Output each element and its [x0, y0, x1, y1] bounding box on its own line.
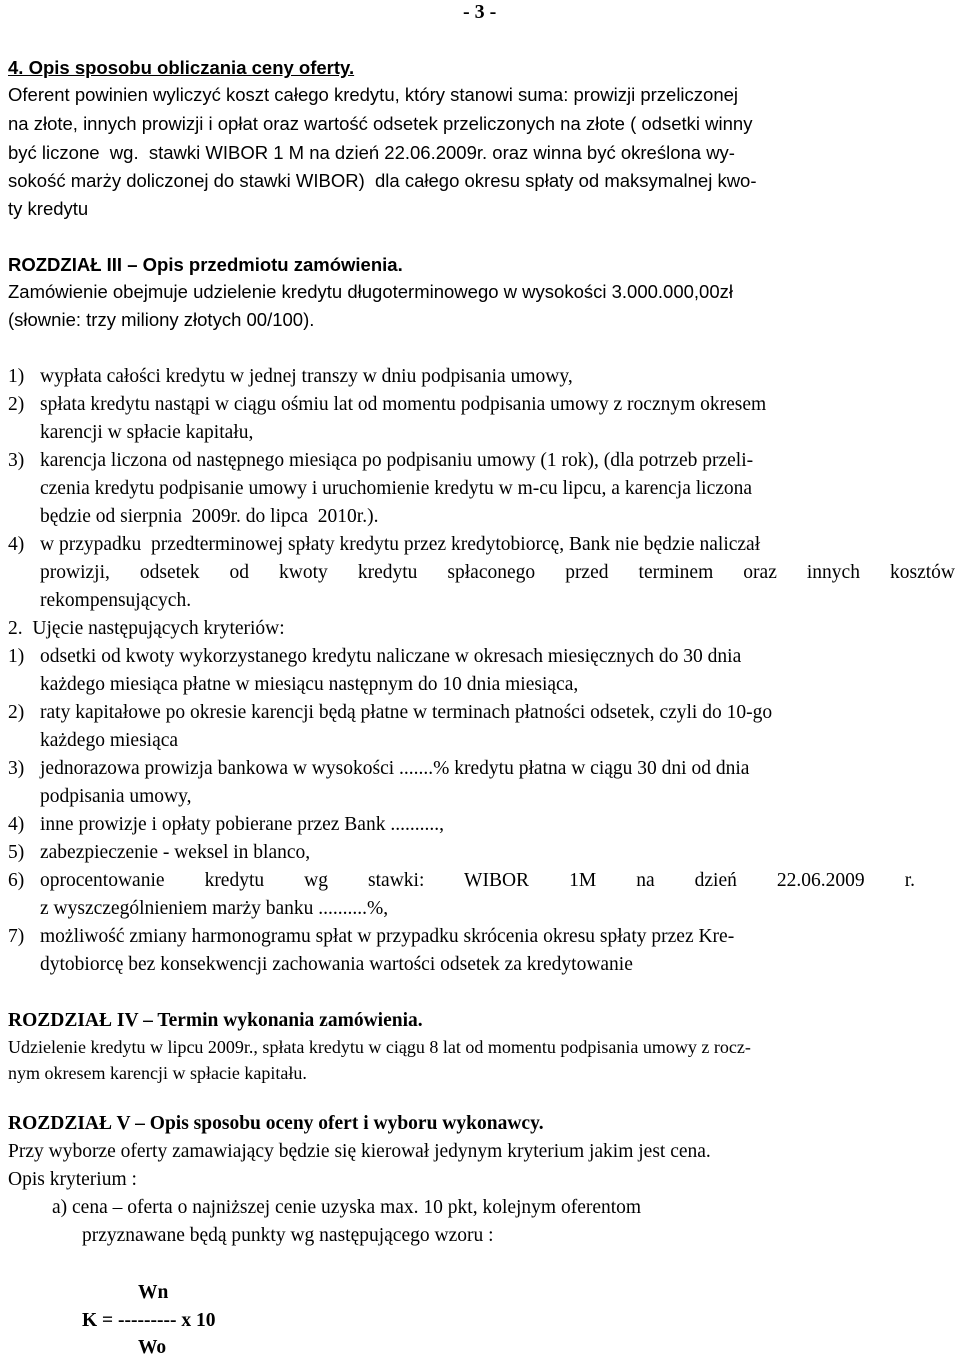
list-item-text: rekompensujących. — [40, 590, 192, 611]
formula-numerator: Wn — [138, 1282, 169, 1303]
list-item-text: raty kapitałowe po okresie karencji będą płatne w terminach płatności odsetek, czyli do 10-go — [40, 702, 773, 723]
list-item-text: karencji w spłacie kapitału, — [40, 422, 254, 443]
list-item-text: wypłata całości kredytu w jednej transzy w dniu podpisania umowy, — [40, 366, 573, 387]
list-item-text: spłata kredytu nastąpi w ciągu ośmiu lat od momentu podpisania umowy z rocznym okresem — [40, 394, 767, 415]
list-number: 4) — [8, 814, 25, 835]
list-item-text: każdego miesiąca — [40, 730, 179, 751]
list-item-text: zabezpieczenie - weksel in blanco, — [40, 842, 311, 863]
list-number: 5) — [8, 842, 25, 863]
list-number: 1) — [8, 366, 25, 387]
list-item-text: czenia kredytu podpisanie umowy i uruchomienie kredytu w m-cu lipcu, a karencja liczona — [40, 478, 753, 499]
section-4-heading: 4. Opis sposobu obliczania ceny oferty. — [8, 57, 355, 78]
list-number: 3) — [8, 450, 25, 471]
chapter-5-heading: ROZDZIAŁ V – Opis sposobu oceny ofert i wyboru wykonawcy. — [8, 1113, 544, 1134]
page-number: - 3 - — [463, 1, 497, 23]
list-item-text: podpisania umowy, — [40, 786, 192, 807]
criterion-a-line: przyznawane będą punkty wg następującego wzoru : — [82, 1225, 494, 1246]
chapter-3-line: Zamówienie obejmuje udzielenie kredytu długoterminowego w wysokości 3.000.000,00zł — [8, 281, 733, 302]
list-item-text: inne prowizje i opłaty pobierane przez Bank .........., — [40, 814, 444, 835]
list-item-text: z wyszczególnieniem marży banku ..........%, — [40, 898, 389, 919]
chapter-4-line: nym okresem karencji w spłacie kapitału. — [8, 1063, 307, 1083]
list-item-text: karencja liczona od następnego miesiąca po podpisaniu umowy (1 rok), (dla potrzeb przeli- — [40, 450, 754, 471]
chapter-3-heading: ROZDZIAŁ III – Opis przedmiotu zamówienia. — [8, 254, 403, 275]
list-item-text: jednorazowa prowizja bankowa w wysokości .......% kredytu płatna w ciągu 30 dni od dnia — [40, 758, 750, 779]
list-number: 7) — [8, 926, 25, 947]
list-item-text: prowizji, odsetek od kwoty kredytu spłaconego przed terminem oraz innych kosztów — [40, 562, 955, 583]
formula-denominator: Wo — [138, 1337, 167, 1358]
chapter-3-line: (słownie: trzy miliony złotych 00/100). — [8, 309, 315, 330]
chapter-5-line: Opis kryterium : — [8, 1169, 137, 1190]
chapter-4-heading: ROZDZIAŁ IV – Termin wykonania zamówienia. — [8, 1010, 423, 1031]
criterion-a-line: a) cena – oferta o najniższej cenie uzyska max. 10 pkt, kolejnym oferentom — [52, 1197, 642, 1218]
list-number: 2) — [8, 702, 25, 723]
criteria-heading: 2. Ujęcie następujących kryteriów: — [8, 618, 285, 639]
chapter-4-line: Udzielenie kredytu w lipcu 2009r., spłata kredytu w ciągu 8 lat od momentu podpisania umowy z rocz- — [8, 1037, 751, 1057]
section-4-line: sokość marży doliczonej do stawki WIBOR) dla całego okresu spłaty od maksymalnej kwo- — [8, 170, 757, 191]
section-4-line: na złote, innych prowizji i opłat oraz wartość odsetek przeliczonych na złote ( odsetki winny — [8, 113, 753, 134]
list-number: 2) — [8, 394, 25, 415]
list-number: 3) — [8, 758, 25, 779]
list-item-text: dytobiorcę bez konsekwencji zachowania wartości odsetek za kredytowanie — [40, 954, 633, 975]
list-item-text: każdego miesiąca płatne w miesiącu następnym do 10 dnia miesiąca, — [40, 674, 579, 695]
section-4-line: być liczone wg. stawki WIBOR 1 M na dzień 22.06.2009r. oraz winna być określona wy- — [8, 142, 735, 163]
list-item-text: możliwość zmiany harmonogramu spłat w przypadku skrócenia okresu spłaty przez Kre- — [40, 926, 735, 947]
list-item-text: będzie od sierpnia 2009r. do lipca 2010r.). — [40, 506, 379, 527]
section-4-line: ty kredytu — [8, 198, 89, 219]
formula-line: K = --------- x 10 — [82, 1310, 216, 1331]
chapter-5-line: Przy wyborze oferty zamawiający będzie się kierował jedynym kryterium jakim jest cena. — [8, 1141, 711, 1162]
list-item-text: odsetki od kwoty wykorzystanego kredytu naliczane w okresach miesięcznych do 30 dnia — [40, 646, 742, 667]
list-number: 1) — [8, 646, 25, 667]
list-number: 6) — [8, 870, 25, 891]
list-item-text: w przypadku przedterminowej spłaty kredytu przez kredytobiorcę, Bank nie będzie naliczał — [40, 534, 761, 555]
section-4-line: Oferent powinien wyliczyć koszt całego kredytu, który stanowi suma: prowizji przeliczonej — [8, 84, 739, 105]
list-number: 4) — [8, 534, 25, 555]
list-item-text: oprocentowanie kredytu wg stawki: WIBOR 1M na dzień 22.06.2009 r. — [40, 870, 915, 891]
